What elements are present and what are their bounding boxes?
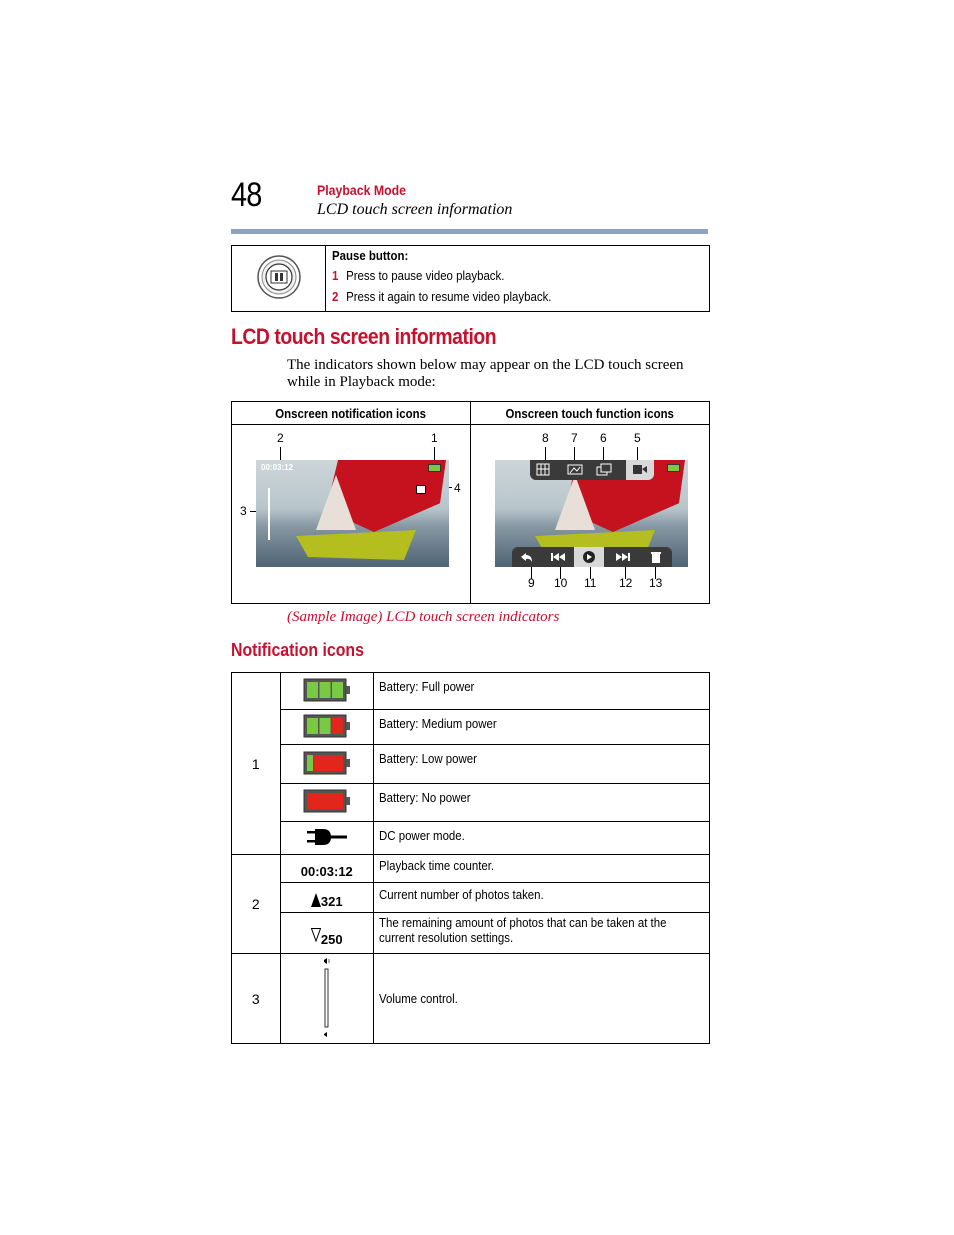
top-toolbar	[530, 460, 654, 480]
selected-tool	[626, 460, 654, 480]
grid-icon	[536, 463, 550, 476]
icon-cell	[280, 822, 373, 855]
desc-cell: Battery: Medium power	[374, 710, 710, 745]
page-number: 48	[231, 176, 262, 214]
bottom-toolbar	[512, 547, 672, 567]
desc-cell: Current number of photos taken.	[374, 883, 710, 913]
section-title: Playback Mode	[317, 182, 407, 198]
lcd-intro: The indicators shown below may appear on the LCD touch screen while in Playback mode:	[287, 357, 684, 390]
step-text: Press it again to resume video playback.	[346, 289, 552, 304]
step-text: Press to pause video playback.	[346, 268, 505, 283]
callout-line	[434, 447, 435, 461]
rewind-icon	[550, 551, 566, 563]
battery-none-icon	[303, 789, 351, 813]
desc-cell: Battery: Full power	[374, 673, 710, 710]
desc-cell: DC power mode.	[374, 822, 710, 855]
pause-step-1	[332, 268, 709, 289]
col-header-notification: Onscreen notification icons	[232, 402, 471, 425]
volume-control-icon	[321, 957, 333, 1037]
notification-sample-cell	[232, 425, 471, 604]
photos-taken-count: 321	[320, 893, 343, 909]
group-number: 2	[232, 855, 281, 954]
table-row	[232, 822, 710, 855]
fast-forward-icon	[615, 551, 631, 563]
table-row	[232, 913, 710, 954]
icon-cell	[280, 883, 373, 913]
icon-cell	[280, 784, 373, 822]
trash-icon	[650, 550, 662, 564]
callout-10: 10	[554, 576, 568, 590]
pause-button-table	[231, 245, 710, 312]
table-row	[232, 883, 710, 913]
icon-cell	[280, 745, 373, 784]
battery-full-icon	[303, 678, 351, 702]
callout-11: 11	[584, 576, 597, 590]
desc-cell: Playback time counter.	[374, 855, 710, 883]
pause-title: Pause button:	[332, 248, 409, 263]
battery-overlay-icon	[428, 464, 441, 472]
table-row	[232, 954, 710, 1044]
callout-3: 3	[240, 504, 247, 518]
table-row	[232, 710, 710, 745]
callout-6: 6	[600, 431, 607, 445]
callout-2: 2	[277, 431, 284, 445]
battery-low-icon	[303, 751, 351, 775]
notification-heading: Notification icons	[231, 640, 364, 660]
figure-caption: (Sample Image) LCD touch screen indicators	[287, 609, 560, 625]
lcd-heading: LCD touch screen information	[231, 324, 497, 349]
hull	[296, 530, 416, 560]
photos-remaining-count: 250	[320, 931, 343, 947]
table-row	[232, 855, 710, 883]
group-number: 1	[232, 673, 281, 855]
pause-desc-cell	[326, 246, 710, 312]
subsection-title: LCD touch screen information	[317, 201, 513, 218]
callout-9: 9	[528, 576, 535, 590]
battery-medium-icon	[303, 714, 351, 738]
step-number: 2	[332, 289, 339, 304]
photos-taken-icon	[311, 893, 321, 907]
sample-photo-right	[495, 460, 688, 567]
play-icon	[582, 550, 596, 564]
callout-4: 4	[454, 481, 461, 495]
callout-5: 5	[634, 431, 641, 445]
callout-line	[280, 447, 281, 461]
icon-cell	[280, 673, 373, 710]
pause-icon-cell	[232, 246, 326, 312]
icon-cell	[280, 710, 373, 745]
volume-overlay-icon	[268, 488, 270, 540]
callout-7: 7	[571, 431, 578, 445]
icon-cell	[280, 954, 373, 1044]
icon-cell	[280, 913, 373, 954]
video-mode-icon	[632, 463, 648, 476]
callout-13: 13	[649, 576, 663, 590]
share-icon	[596, 463, 612, 476]
photos-remaining-icon	[311, 928, 321, 942]
play-pause-tool	[574, 547, 604, 567]
time-counter-icon: 00:03:12	[280, 855, 373, 883]
touch-sample-cell	[471, 425, 710, 604]
dc-power-plug-icon	[305, 827, 349, 847]
back-icon	[519, 551, 533, 563]
desc-cell: Volume control.	[374, 954, 710, 1044]
desc-cell: The remaining amount of photos that can be taken at the current resolution settings.	[374, 913, 710, 954]
table-row	[232, 784, 710, 822]
col-header-touch: Onscreen touch function icons	[471, 402, 710, 425]
pause-step-2	[332, 289, 709, 310]
callout-1: 1	[431, 431, 438, 445]
slideshow-icon	[567, 463, 583, 476]
header-rule	[231, 229, 708, 234]
table-row	[232, 745, 710, 784]
callout-8: 8	[542, 431, 549, 445]
group-number: 3	[232, 954, 281, 1044]
sample-photo-left	[256, 460, 449, 567]
dc-overlay-icon	[416, 485, 426, 494]
lcd-figure-table	[231, 401, 710, 604]
pause-title-row	[332, 248, 709, 268]
counter-overlay: 00:03:12	[261, 463, 294, 472]
desc-cell: Battery: Low power	[374, 745, 710, 784]
notification-icons-table	[231, 672, 710, 1044]
pause-button-icon	[256, 254, 302, 300]
step-number: 1	[332, 268, 339, 283]
desc-cell: Battery: No power	[374, 784, 710, 822]
battery-overlay-icon	[667, 464, 680, 472]
table-row	[232, 673, 710, 710]
callout-12: 12	[619, 576, 633, 590]
